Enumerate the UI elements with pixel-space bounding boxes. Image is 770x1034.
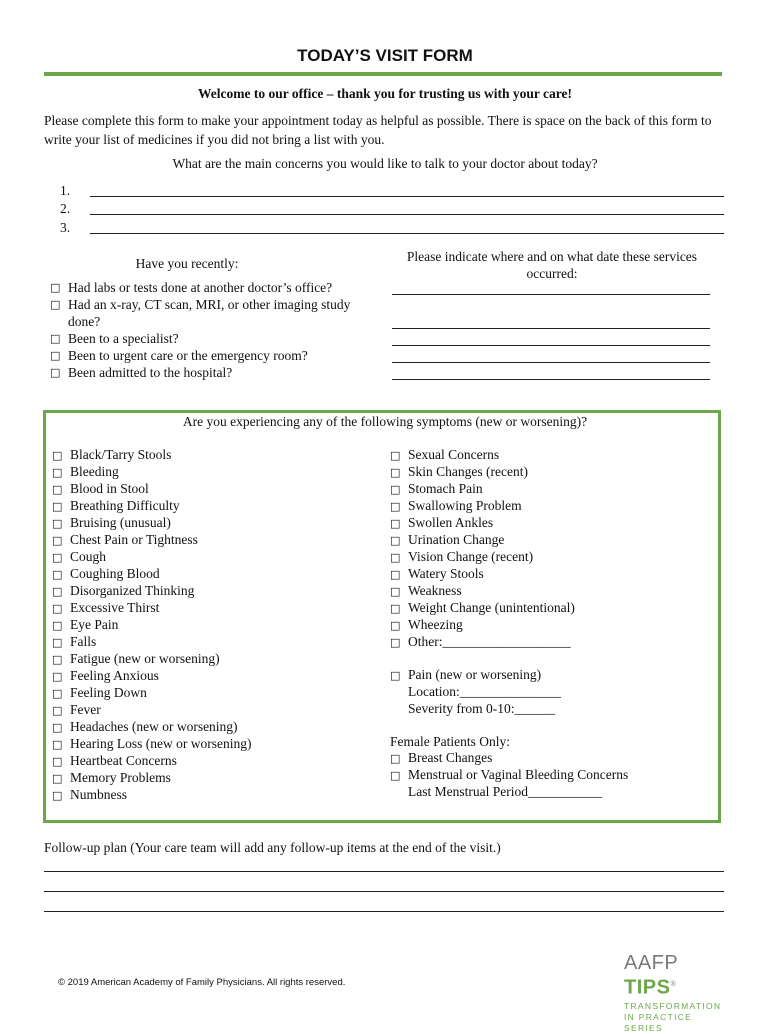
symptom-item[interactable]: □ Chest Pain or Tightness [52,532,198,547]
recent-item[interactable]: □ Been admitted to the hospital? [50,365,233,380]
followup-entry-line[interactable] [44,911,724,912]
checkbox-icon[interactable]: □ [52,483,63,496]
recent-heading: Have you recently: [135,256,239,271]
checkbox-icon[interactable]: □ [390,449,401,462]
symptom-item[interactable]: □ Excessive Thirst [52,600,160,615]
followup-entry-line[interactable] [44,871,724,872]
symptom-item[interactable]: □ Weight Change (unintentional) [390,600,575,615]
symptom-item[interactable]: □ Fever [52,702,101,717]
concern-line-3[interactable] [60,219,724,236]
checkbox-icon[interactable]: □ [50,281,61,294]
recent-item[interactable]: □ Had an x-ray, CT scan, MRI, or other imaging study done? [50,297,351,329]
recent-item[interactable]: □ Been to a specialist? [50,331,179,346]
checkbox-icon[interactable]: □ [390,769,401,782]
checkbox-icon[interactable]: □ [390,483,401,496]
symptom-item-pain[interactable]: □ Pain (new or worsening) [390,667,542,683]
page-title: TODAY’S VISIT FORM [297,46,473,65]
checkbox-icon[interactable]: □ [50,298,61,311]
last-period-field[interactable]: Last Menstrual Period___________ [408,784,603,799]
checkbox-icon[interactable]: □ [52,449,63,462]
pain-location-field[interactable]: Location:_______________ [408,684,561,700]
checkbox-icon[interactable]: □ [52,755,63,768]
followup-entry-line[interactable] [44,891,724,892]
checkbox-icon[interactable]: □ [52,721,63,734]
symptom-item[interactable]: □ Feeling Anxious [52,668,159,683]
symptom-item[interactable]: □ Black/Tarry Stools [52,447,172,462]
pain-severity-field[interactable]: Severity from 0-10:______ [408,700,555,716]
recent-services-list [50,279,380,381]
concern-number: 2. [60,201,71,216]
symptom-item[interactable]: □ Memory Problems [52,770,171,785]
checkbox-icon[interactable]: □ [390,466,401,479]
concern-line-2[interactable] [60,200,724,217]
symptom-item[interactable]: □ Sexual Concerns [390,447,500,462]
symptom-item[interactable]: □ Menstrual or Vaginal Bleeding Concerns [390,767,629,782]
concern-number: 3. [60,220,71,235]
symptoms-right-column [390,447,710,800]
checkbox-icon[interactable]: □ [52,687,63,700]
service-entry-line[interactable] [392,345,710,346]
checkbox-icon[interactable]: □ [52,704,63,717]
service-entry-line[interactable] [392,362,710,363]
checkbox-icon[interactable]: □ [52,551,63,564]
intro-text: Please complete this form to make your appointment today as helpful as possible. There is space on the back of this form to write your list of medicines if you did not bring a list with you. [44,113,712,147]
checkbox-icon[interactable]: □ [390,517,401,530]
checkbox-icon[interactable]: □ [390,636,401,649]
aafp-tips-logo [624,952,724,1034]
checkbox-icon[interactable]: □ [52,619,63,632]
symptom-item[interactable]: □ Falls [52,634,97,649]
recent-item[interactable]: □ Had labs or tests done at another doctor’s office? [50,280,333,295]
checkbox-icon[interactable]: □ [390,585,401,598]
symptom-item[interactable]: □ Headaches (new or worsening) [52,719,238,734]
symptom-item[interactable]: □ Fatigue (new or worsening) [52,651,220,666]
services-heading: Please indicate where and on what date these services occurred: [406,249,698,281]
checkbox-icon[interactable]: □ [52,602,63,615]
symptom-item[interactable]: □ Swallowing Problem [390,498,522,513]
symptom-item[interactable]: □ Disorganized Thinking [52,583,195,598]
symptom-item[interactable]: □ Feeling Down [52,685,147,700]
logo-aafp: AAFP [624,952,678,974]
symptom-item[interactable]: □ Vision Change (recent) [390,549,534,564]
checkbox-icon[interactable]: □ [52,670,63,683]
service-entry-line[interactable] [392,379,710,380]
checkbox-icon[interactable]: □ [390,602,401,615]
concern-entry-field[interactable] [90,202,724,215]
checkbox-icon[interactable]: □ [52,466,63,479]
title-divider [44,72,722,76]
checkbox-icon[interactable]: □ [390,534,401,547]
service-entry-line[interactable] [392,328,710,329]
logo-wordmark [624,952,724,999]
symptom-item[interactable]: □ Eye Pain [52,617,119,632]
spacer [390,717,710,733]
checkbox-icon[interactable]: □ [390,568,401,581]
logo-tips: TIPS [624,976,671,999]
checkbox-icon[interactable]: □ [52,653,63,666]
symptom-item[interactable]: □ Breathing Difficulty [52,498,180,513]
checkbox-icon[interactable]: □ [390,551,401,564]
symptom-item[interactable]: □ Numbness [52,787,127,802]
checkbox-icon[interactable]: □ [390,669,401,683]
checkbox-icon[interactable]: □ [52,738,63,751]
symptom-item[interactable]: □ Breast Changes [390,750,493,765]
registered-mark: ® [670,981,677,988]
symptom-item[interactable]: □ Urination Change [390,532,505,547]
symptoms-heading: Are you experiencing any of the following symptoms (new or worsening)? [182,414,588,429]
checkbox-icon[interactable]: □ [52,500,63,513]
symptom-item[interactable]: □ Blood in Stool [52,481,149,496]
concern-line-1[interactable] [60,182,724,199]
copyright-text: © 2019 American Academy of Family Physicians. All rights reserved. [58,977,346,988]
symptom-item[interactable]: □ Coughing Blood [52,566,160,581]
symptom-item[interactable]: □ Skin Changes (recent) [390,464,528,479]
concerns-question: What are the main concerns you would like to talk to your doctor about today? [172,156,598,171]
symptom-item[interactable]: □ Swollen Ankles [390,515,494,530]
checkbox-icon[interactable]: □ [50,332,61,345]
symptom-item[interactable]: □ Cough [52,549,107,564]
concern-number: 1. [60,183,71,198]
checkbox-icon[interactable]: □ [390,500,401,513]
service-entry-line[interactable] [392,294,710,295]
checkbox-icon[interactable]: □ [50,349,61,362]
checkbox-icon[interactable]: □ [52,534,63,547]
welcome-text: Welcome to our office – thank you for trusting us with your care! [198,86,572,101]
spacer [390,651,710,667]
female-heading: Female Patients Only: [390,733,510,749]
symptom-item-other[interactable]: □ Other:___________________ [390,634,571,649]
checkbox-icon[interactable]: □ [52,517,63,530]
checkbox-icon[interactable]: □ [390,752,401,765]
symptom-item[interactable]: □ Stomach Pain [390,481,483,496]
symptoms-left-column [52,447,372,804]
followup-label: Follow-up plan (Your care team will add any follow-up items at the end of the visit.) [44,840,501,855]
symptom-item[interactable]: □ Hearing Loss (new or worsening) [52,736,252,751]
concern-entry-field[interactable] [90,221,724,234]
checkbox-icon[interactable]: □ [52,585,63,598]
symptom-item[interactable]: □ Weakness [390,583,462,598]
symptom-item[interactable]: □ Bruising (unusual) [52,515,171,530]
logo-subtitle: TRANSFORMATION IN PRACTICE SERIES [624,1000,722,1033]
checkbox-icon[interactable]: □ [52,568,63,581]
symptom-item[interactable]: □ Watery Stools [390,566,484,581]
recent-item[interactable]: □ Been to urgent care or the emergency room? [50,348,308,363]
checkbox-icon[interactable]: □ [52,789,63,802]
checkbox-icon[interactable]: □ [52,772,63,785]
symptom-item[interactable]: □ Wheezing [390,617,463,632]
checkbox-icon[interactable]: □ [390,619,401,632]
checkbox-icon[interactable]: □ [50,366,61,379]
concern-entry-field[interactable] [90,184,724,197]
checkbox-icon[interactable]: □ [52,636,63,649]
symptom-item[interactable]: □ Heartbeat Concerns [52,753,177,768]
symptom-item[interactable]: □ Bleeding [52,464,119,479]
